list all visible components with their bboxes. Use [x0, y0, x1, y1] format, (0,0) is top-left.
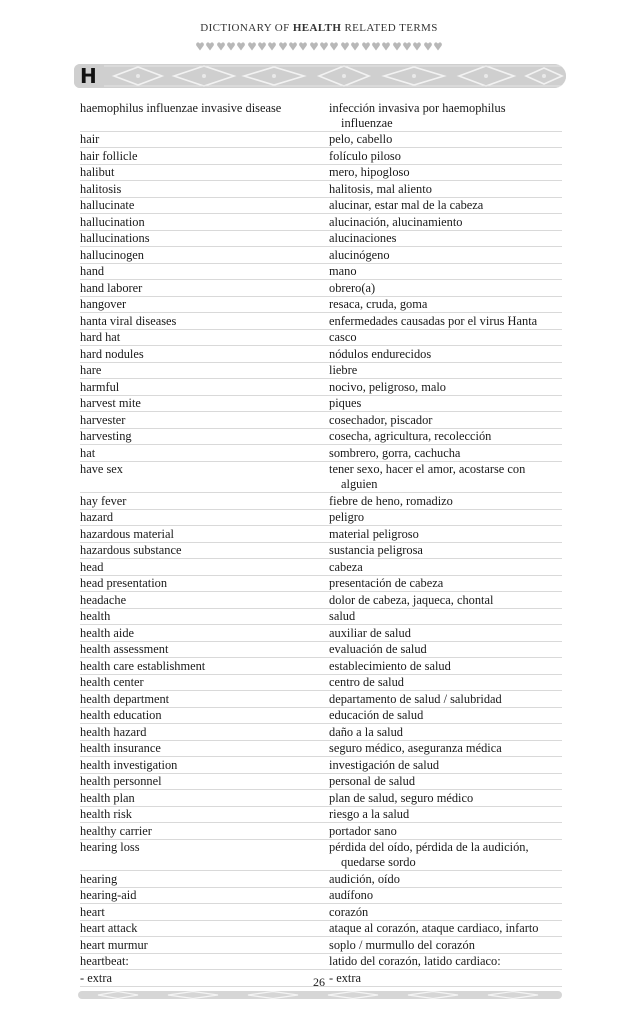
glossary-entry: [80, 198, 562, 215]
glossary-entry: [80, 445, 562, 462]
glossary-entry: [80, 148, 562, 165]
entry-translation-text: liebre: [329, 363, 358, 377]
glossary-entry: [80, 429, 562, 446]
entry-translation-text: investigación de salud: [329, 757, 440, 772]
entry-translation: [329, 527, 562, 542]
glossary-entry: [80, 396, 562, 413]
entry-term: hallucinations: [80, 231, 150, 245]
entry-translation: [329, 642, 562, 657]
heart-icon: [227, 38, 235, 47]
glossary-entry: [80, 493, 562, 510]
bottom-border-band: [78, 990, 562, 1000]
heart-icon: [289, 38, 297, 47]
heart-icon: [403, 38, 411, 47]
entry-translation: [329, 593, 562, 608]
entry-term: headache: [80, 592, 127, 607]
heart-icon: [248, 38, 256, 47]
entry-translation: [329, 494, 562, 509]
entry-term: heart: [80, 904, 105, 919]
entry-term: health insurance: [80, 741, 161, 755]
glossary-entry: [80, 609, 562, 626]
entry-term: hangover: [80, 297, 127, 311]
heart-icon: [237, 38, 245, 47]
entry-translation-text: mano: [329, 264, 357, 278]
entry-translation: [329, 149, 562, 164]
entry-translation-text: audición, oído: [329, 871, 400, 886]
entry-term: halibut: [80, 165, 115, 179]
entry-translation-text: latido del corazón, latido cardiaco:: [329, 954, 501, 968]
entry-translation-text: educación de salud: [329, 708, 424, 722]
glossary-entry: [80, 330, 562, 347]
entry-term: health: [80, 609, 111, 623]
entry-translation-text: - extra: [329, 970, 361, 985]
entry-translation: [329, 182, 562, 197]
entry-translation-text: salud: [329, 609, 356, 623]
glossary-entry: [80, 921, 562, 938]
entry-translation-text: pelo, cabello: [329, 132, 393, 146]
glossary-entry: [80, 214, 562, 231]
entry-translation: [329, 758, 562, 773]
glossary-entry: [80, 247, 562, 264]
entry-translation-text: nódulos endurecidos: [329, 346, 432, 361]
entry-translation: [329, 560, 562, 575]
entry-translation-text: audífono: [329, 888, 374, 902]
glossary-entry: [80, 363, 562, 380]
entry-translation-text: plan de salud, seguro médico: [329, 790, 474, 805]
entry-translation: [329, 132, 562, 147]
glossary-entry: [80, 691, 562, 708]
entry-term: head presentation: [80, 576, 168, 590]
entry-translation: [329, 198, 562, 213]
glossary-entry: [80, 675, 562, 692]
glossary-entry: [80, 937, 562, 954]
entry-translation: [329, 413, 562, 428]
entry-translation: [329, 954, 562, 969]
entry-translation: [329, 231, 562, 246]
entry-translation: [329, 380, 562, 395]
glossary-entry: [80, 774, 562, 791]
entry-term: haemophilus influenzae invasive disease: [80, 100, 282, 115]
entry-translation-continued: influenzae: [341, 115, 393, 130]
entry-term: hallucinogen: [80, 247, 144, 262]
glossary-entry: [80, 231, 562, 248]
entry-translation: [329, 101, 562, 131]
entry-translation: [329, 609, 562, 624]
entry-translation: [329, 708, 562, 723]
glossary-entry: [80, 871, 562, 888]
heart-icon: [268, 38, 276, 47]
entry-translation: [329, 248, 562, 263]
entry-translation-text: alucinógeno: [329, 247, 390, 262]
glossary-entry: [80, 790, 562, 807]
entry-translation-text: enfermedades causadas por el virus Hanta: [329, 313, 538, 328]
entry-translation: [329, 429, 562, 444]
entry-translation: [329, 215, 562, 230]
section-letter-band: [74, 64, 566, 88]
entry-translation-text: infección invasiva por haemophilus: [329, 100, 506, 115]
entry-term: hare: [80, 363, 102, 377]
page-number: 26: [313, 975, 325, 989]
entry-term: hard nodules: [80, 346, 144, 361]
entry-term: hat: [80, 445, 96, 460]
entry-translation-text: alucinar, estar mal de la cabeza: [329, 198, 484, 212]
entry-term: heart murmur: [80, 937, 148, 952]
glossary-entry: [80, 100, 562, 132]
entry-term: hand: [80, 264, 105, 278]
heart-icon: [382, 38, 390, 47]
entry-translation: [329, 675, 562, 690]
header-title-pre: DICTIONARY OF: [200, 22, 293, 34]
heart-icon: [206, 38, 214, 47]
entry-translation-text: establecimiento de salud: [329, 658, 451, 673]
entry-translation: [329, 314, 562, 329]
glossary-entry: [80, 840, 562, 872]
heart-icon: [424, 38, 432, 47]
entry-term: hand laborer: [80, 280, 143, 295]
entry-term: hallucinate: [80, 198, 135, 212]
header-title-bold: HEALTH: [292, 22, 342, 34]
entry-term: hearing: [80, 871, 118, 886]
entry-translation-continued: quedarse sordo: [341, 855, 416, 869]
glossary-entry: [80, 807, 562, 824]
entry-term: hazardous substance: [80, 543, 182, 557]
entry-term: health plan: [80, 790, 135, 805]
entry-translation-text: sustancia peligrosa: [329, 543, 423, 557]
glossary-entry: [80, 888, 562, 905]
heart-icon: [341, 38, 349, 47]
glossary-entry: [80, 510, 562, 527]
entry-term: healthy carrier: [80, 823, 152, 838]
entry-translation: [329, 446, 562, 461]
entry-term: halitosis: [80, 181, 122, 196]
entry-translation-text: casco: [329, 330, 357, 344]
diamond-pattern-icon: [74, 64, 566, 88]
entry-translation-text: personal de salud: [329, 774, 416, 788]
entry-translation: [329, 576, 562, 591]
entry-translation-text: alucinaciones: [329, 231, 397, 245]
entry-term: harvest mite: [80, 396, 141, 410]
entry-translation-text: seguro médico, aseguranza médica: [329, 741, 502, 755]
entry-translation-text: cabeza: [329, 559, 363, 574]
section-letter: H: [80, 64, 97, 88]
glossary-entry: [80, 462, 562, 494]
heart-icon: [310, 38, 318, 47]
entry-translation-text: material peligroso: [329, 526, 419, 541]
entry-translation-text: obrero(a): [329, 280, 376, 295]
entry-translation: [329, 774, 562, 789]
entry-translation-text: riesgo a la salud: [329, 807, 410, 821]
heart-icon: [279, 38, 287, 47]
entry-translation-text: cosechador, piscador: [329, 412, 433, 427]
entry-term: health personnel: [80, 774, 162, 788]
entry-translation-text: fiebre de heno, romadizo: [329, 493, 453, 508]
entry-term: hair: [80, 132, 100, 146]
glossary-entry: [80, 543, 562, 560]
entry-term: hard hat: [80, 330, 121, 344]
heart-icon: [330, 38, 338, 47]
entry-term: heartbeat:: [80, 954, 129, 968]
entry-translation: [329, 543, 562, 558]
entry-translation-text: tener sexo, hacer el amor, acostarse con: [329, 462, 526, 476]
glossary-entry: [80, 165, 562, 182]
entry-translation: [329, 281, 562, 296]
heart-icon: [299, 38, 307, 47]
entry-translation: [329, 330, 562, 345]
entry-translation-text: resaca, cruda, goma: [329, 297, 428, 311]
entry-term: hay fever: [80, 493, 127, 508]
decorative-heart-border: [196, 38, 442, 48]
glossary-entry: [80, 313, 562, 330]
heart-icon: [362, 38, 370, 47]
header-title-post: RELATED TERMS: [341, 22, 438, 34]
entry-translation-text: daño a la salud: [329, 724, 403, 739]
glossary-entry: [80, 576, 562, 593]
heart-icon: [393, 38, 401, 47]
entry-translation-text: halitosis, mal aliento: [329, 181, 432, 196]
entry-term: hazard: [80, 510, 114, 524]
entry-term: head: [80, 559, 104, 574]
entry-term: hanta viral diseases: [80, 313, 177, 328]
glossary-entry: [80, 954, 562, 971]
entry-translation: [329, 921, 562, 936]
entry-term: health care establishment: [80, 658, 206, 673]
entry-translation: [329, 741, 562, 756]
entry-translation: [329, 510, 562, 525]
entry-translation: [329, 824, 562, 839]
entry-translation-text: alucinación, alucinamiento: [329, 214, 463, 229]
glossary-entry: [80, 757, 562, 774]
entry-translation-text: folículo piloso: [329, 148, 401, 163]
entry-translation-text: dolor de cabeza, jaqueca, chontal: [329, 592, 494, 607]
entry-term: health department: [80, 691, 170, 706]
entry-translation: [329, 791, 562, 806]
entry-translation-text: pérdida del oído, pérdida de la audición,: [329, 840, 529, 854]
entry-term: health education: [80, 708, 162, 722]
heart-icon: [351, 38, 359, 47]
entry-translation-continued: alguien: [341, 477, 378, 491]
entry-translation: [329, 264, 562, 279]
entry-translation-text: presentación de cabeza: [329, 576, 444, 590]
entry-term: heart attack: [80, 921, 138, 935]
entry-term: hallucination: [80, 214, 145, 229]
running-header: [0, 22, 638, 34]
glossary-entry: [80, 264, 562, 281]
glossary-entry: [80, 823, 562, 840]
glossary-entry: [80, 412, 562, 429]
entry-translation-text: ataque al corazón, ataque cardiaco, infarto: [329, 921, 539, 935]
glossary-entry: [80, 280, 562, 297]
entry-translation-text: soplo / murmullo del corazón: [329, 937, 475, 952]
entry-translation: [329, 396, 562, 411]
entry-term: health aide: [80, 625, 135, 640]
entry-term: harmful: [80, 379, 120, 394]
entry-term: hearing loss: [80, 840, 140, 854]
entry-translation: [329, 888, 562, 903]
entry-translation: [329, 659, 562, 674]
entry-translation: [329, 725, 562, 740]
entry-translation: [329, 462, 562, 492]
entry-translation: [329, 840, 562, 870]
entry-translation-text: peligro: [329, 510, 365, 524]
glossary-entry: [80, 181, 562, 198]
entry-translation-text: mero, hipogloso: [329, 165, 410, 179]
entry-translation: [329, 905, 562, 920]
entry-translation-text: nocivo, peligroso, malo: [329, 379, 447, 394]
heart-icon: [196, 38, 204, 47]
glossary-entry: [80, 346, 562, 363]
heart-icon: [413, 38, 421, 47]
entry-translation-text: corazón: [329, 904, 369, 919]
entry-translation: [329, 872, 562, 887]
glossary-entry: [80, 526, 562, 543]
entry-term: harvester: [80, 412, 126, 427]
glossary-entry: [80, 297, 562, 314]
glossary-entry: [80, 708, 562, 725]
heart-icon: [372, 38, 380, 47]
entry-term: health center: [80, 675, 144, 689]
entry-term: - extra: [80, 970, 112, 985]
glossary-entry: [80, 724, 562, 741]
entry-term: harvesting: [80, 429, 132, 443]
entry-translation: [329, 938, 562, 953]
glossary-entry: [80, 642, 562, 659]
entry-term: hearing-aid: [80, 888, 137, 902]
glossary-entry: [80, 559, 562, 576]
entry-translation-text: piques: [329, 396, 362, 410]
entry-term: health assessment: [80, 642, 169, 656]
glossary-entry: [80, 379, 562, 396]
entry-translation-text: centro de salud: [329, 675, 405, 689]
entry-translation-text: cosecha, agricultura, recolección: [329, 429, 492, 443]
glossary-list: [80, 100, 562, 987]
entry-term: health risk: [80, 807, 132, 821]
heart-icon: [434, 38, 442, 47]
entry-translation-text: portador sano: [329, 823, 397, 838]
entry-translation-text: evaluación de salud: [329, 642, 427, 656]
entry-term: hair follicle: [80, 148, 138, 163]
glossary-entry: [80, 132, 562, 149]
glossary-entry: [80, 658, 562, 675]
entry-term: hazardous material: [80, 526, 174, 541]
entry-translation: [329, 165, 562, 180]
entry-translation-text: departamento de salud / salubridad: [329, 691, 502, 706]
heart-icon: [258, 38, 266, 47]
entry-translation: [329, 297, 562, 312]
entry-translation-text: auxiliar de salud: [329, 625, 411, 640]
entry-translation-text: sombrero, gorra, cachucha: [329, 445, 461, 460]
entry-translation: [329, 692, 562, 707]
heart-icon: [320, 38, 328, 47]
entry-term: health hazard: [80, 724, 147, 739]
glossary-entry: [80, 625, 562, 642]
glossary-entry: [80, 592, 562, 609]
heart-icon: [217, 38, 225, 47]
entry-translation: [329, 347, 562, 362]
entry-term: health investigation: [80, 757, 178, 772]
entry-translation: [329, 363, 562, 378]
entry-translation: [329, 626, 562, 641]
glossary-entry: [80, 904, 562, 921]
entry-term: have sex: [80, 462, 124, 476]
entry-translation: [329, 807, 562, 822]
glossary-entry: [80, 741, 562, 758]
